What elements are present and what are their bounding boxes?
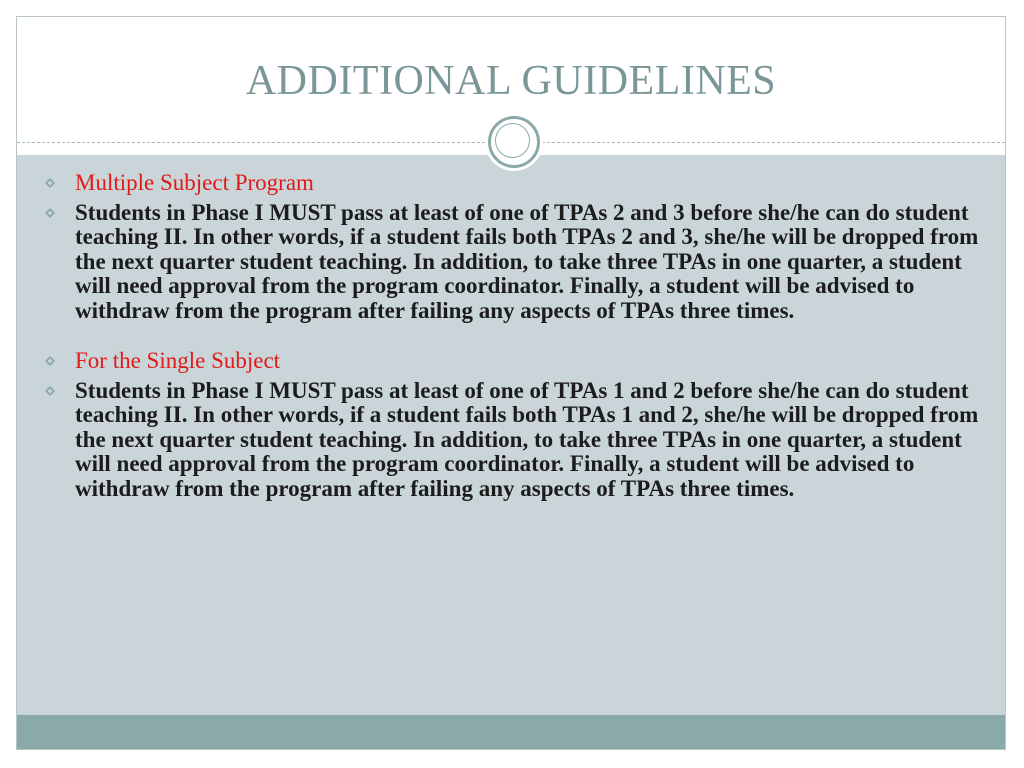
list-item-text: Students in Phase I MUST pass at least of one of TPAs 1 and 2 before she/he can do student teaching II. In other words, if a student fails both TPAs 1 and 2, she/he will be dropped from the next quarter student teaching. In addition, to take three TPAs in one quarter, a student will need approval from the program coordinator. Finally, a student will be advised to withdraw from the program after failing any aspects of TPAs three times. [75,377,979,501]
list-item-text: Multiple Subject Program [75,170,314,195]
list-item-text: Students in Phase I MUST pass at least of one of TPAs 2 and 3 before she/he can do student teaching II. In other words, if a student fails both TPAs 2 and 3, she/he will be dropped from the next quarter student teaching. In addition, to take three TPAs in one quarter, a student will need approval from the program coordinator. Finally, a student will be advised to withdraw from the program after failing any aspects of TPAs three times. [75,199,979,323]
list-item-heading [45,171,985,196]
diamond-bullet-icon [45,178,55,188]
list-item-heading [45,349,985,374]
footer-band [17,715,1005,749]
slide [16,16,1006,750]
slide-title: ADDITIONAL GUIDELINES [245,58,777,104]
diamond-bullet-icon [45,386,55,396]
diamond-bullet-icon [45,208,55,218]
list-item-text: For the Single Subject [75,348,281,373]
diamond-bullet-icon [45,356,55,366]
bullet-list [45,171,985,501]
list-item-detail [45,379,985,502]
circle-ornament-inner [495,123,530,158]
list-item-detail [45,201,985,324]
